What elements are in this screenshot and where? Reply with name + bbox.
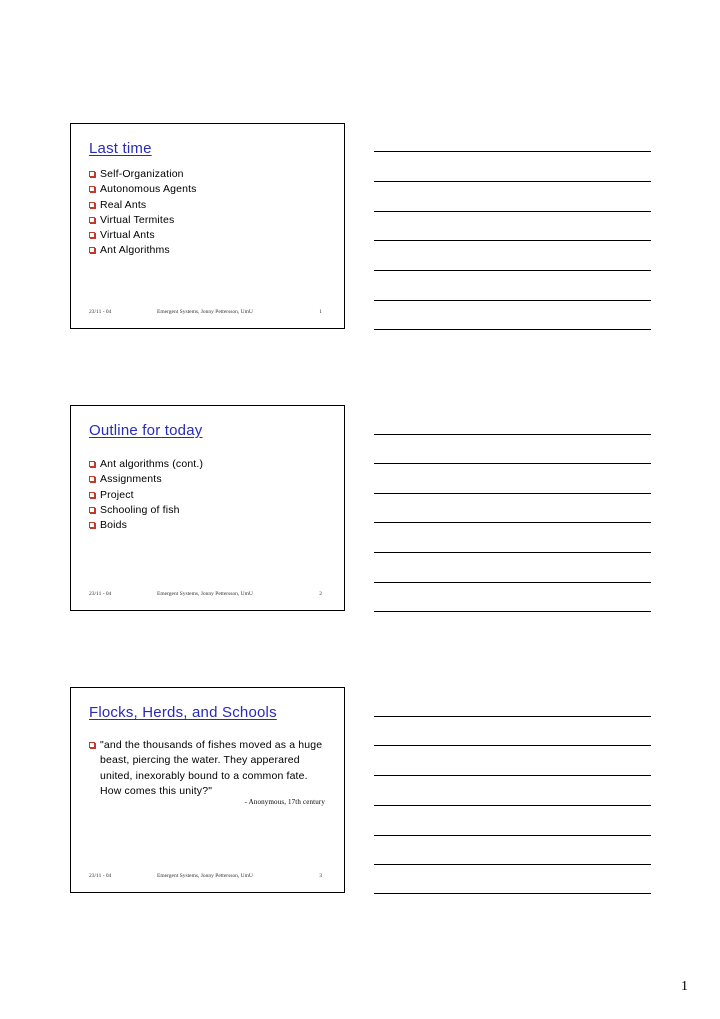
checkbox-bullet-icon: [89, 186, 95, 192]
checkbox-bullet-icon: [89, 492, 95, 498]
footer-author: Emergent Systems, Jonny Pettersson, UmU: [157, 591, 253, 597]
note-line: [374, 611, 651, 612]
checkbox-bullet-icon: [89, 461, 95, 467]
footer-slide-number: 1: [319, 309, 322, 315]
note-line: [374, 270, 651, 271]
note-line: [374, 463, 651, 464]
note-line: [374, 434, 651, 435]
list-item: [89, 738, 325, 807]
note-line: [374, 775, 651, 776]
footer-date: 23/11 - 04: [89, 591, 112, 597]
note-line: [374, 893, 651, 894]
checkbox-bullet-icon: [89, 507, 95, 513]
slide-title: Last time: [89, 140, 152, 157]
checkbox-bullet-icon: [89, 476, 95, 482]
note-line: [374, 493, 651, 494]
note-line: [374, 211, 651, 212]
footer-slide-number: 2: [319, 591, 322, 597]
note-line: [374, 240, 651, 241]
list-item: Virtual Termites: [89, 213, 197, 228]
list-item: Ant algorithms (cont.): [89, 457, 203, 472]
slide-footer: [89, 873, 322, 883]
list-item: Ant Algorithms: [89, 243, 197, 258]
checkbox-bullet-icon: [89, 247, 95, 253]
note-line: [374, 181, 651, 182]
list-item: Virtual Ants: [89, 228, 197, 243]
note-line: [374, 329, 651, 330]
bullet-list: [89, 738, 325, 807]
note-line: [374, 716, 651, 717]
slide-3: [70, 687, 345, 893]
note-line: [374, 522, 651, 523]
slide-title: Outline for today: [89, 422, 203, 439]
list-item: Boids: [89, 518, 203, 533]
bullet-list: [89, 457, 203, 533]
slide-1: [70, 123, 345, 329]
checkbox-bullet-icon: [89, 171, 95, 177]
bullet-list: [89, 167, 197, 259]
list-item: Project: [89, 488, 203, 503]
checkbox-bullet-icon: [89, 522, 95, 528]
footer-slide-number: 3: [319, 873, 322, 879]
list-item: Self-Organization: [89, 167, 197, 182]
slide-2: [70, 405, 345, 611]
note-line: [374, 300, 651, 301]
list-item: Assignments: [89, 472, 203, 487]
slide-footer: [89, 591, 322, 601]
slide-title: Flocks, Herds, and Schools: [89, 704, 277, 721]
note-line: [374, 582, 651, 583]
checkbox-bullet-icon: [89, 202, 95, 208]
quote-attribution: - Anonymous, 17th century: [244, 798, 325, 807]
quote-text: "and the thousands of fishes moved as a huge beast, piercing the water. They apperared united, inexorably bound to a common fate. How comes this unity?": [100, 739, 323, 797]
list-item: Real Ants: [89, 198, 197, 213]
note-line: [374, 552, 651, 553]
checkbox-bullet-icon: [89, 232, 95, 238]
note-line: [374, 805, 651, 806]
page-number: 1: [681, 979, 688, 994]
slide-footer: [89, 309, 322, 319]
note-line: [374, 151, 651, 152]
footer-date: 23/11 - 04: [89, 309, 112, 315]
footer-author: Emergent Systems, Jonny Pettersson, UmU: [157, 873, 253, 879]
note-line: [374, 864, 651, 865]
footer-date: 23/11 - 04: [89, 873, 112, 879]
list-item: Schooling of fish: [89, 503, 203, 518]
footer-author: Emergent Systems, Jonny Pettersson, UmU: [157, 309, 253, 315]
note-line: [374, 745, 651, 746]
checkbox-bullet-icon: [89, 217, 95, 223]
list-item: Autonomous Agents: [89, 182, 197, 197]
checkbox-bullet-icon: [89, 742, 95, 748]
note-line: [374, 835, 651, 836]
